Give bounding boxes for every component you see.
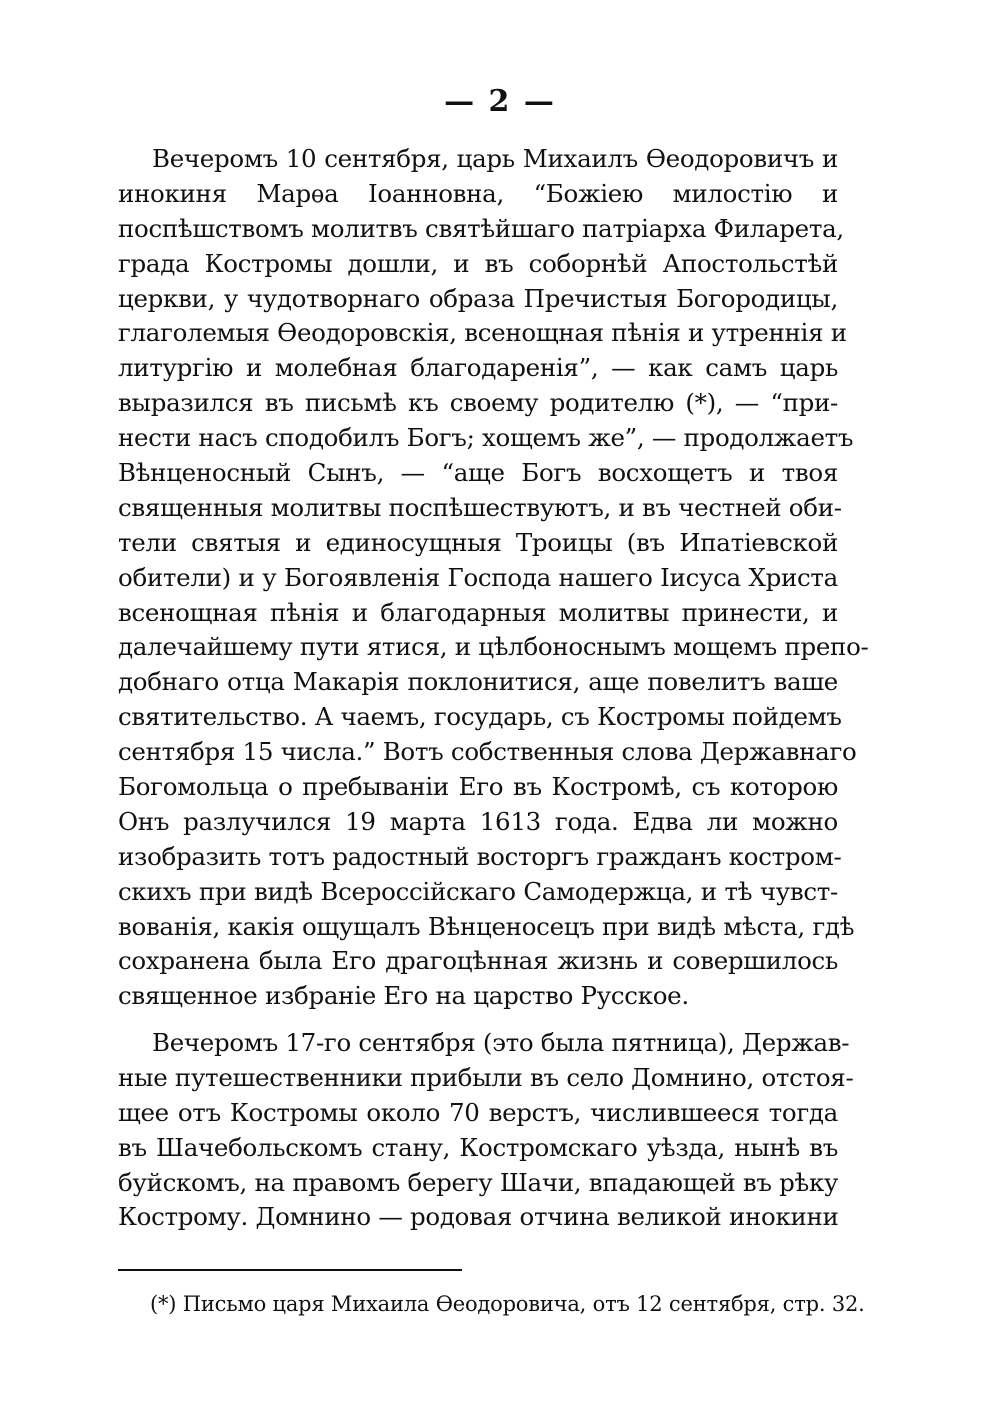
text-line: добнаго отца Макарія поклонитися, аще повелитъ ваше bbox=[118, 667, 838, 697]
text-line: града Костромы дошли, и въ соборнѣй Апостольстѣй bbox=[118, 248, 838, 278]
text-line: Онъ разлучился 19 марта 1613 года. Едва ли можно bbox=[118, 806, 838, 836]
text-line: Богомольца о пребываніи Его въ Костромѣ, съ которою bbox=[118, 772, 838, 802]
text-line: Вѣнценосный Сынъ, — “аще Богъ восхощетъ и твоя bbox=[118, 458, 838, 488]
text-line: священное избраніе Его на царство Русское. bbox=[118, 981, 689, 1011]
text-line: Вечеромъ 17-го сентября (это была пятница), Держав- bbox=[152, 1028, 850, 1057]
text-line: инокиня Марѳа Іоанновна, “Божіею милостію и bbox=[118, 178, 838, 208]
text-line: обители) и у Богоявленія Господа нашего Іисуса Христа bbox=[118, 562, 838, 592]
text-line: скихъ при видѣ Всероссійскаго Самодержца, и тѣ чувст- bbox=[118, 876, 838, 906]
text-line: тели святыя и единосущныя Троицы (въ Ипатіевской bbox=[118, 527, 838, 557]
text-line: Кострому. Домнино — родовая отчина великой инокини bbox=[118, 1202, 839, 1232]
text-line: священныя молитвы поспѣшествуютъ, и въ честней оби- bbox=[118, 492, 842, 522]
text-line: нести насъ сподобилъ Богъ; хощемъ же”, — продолжаетъ bbox=[118, 423, 854, 453]
text-line: буйскомъ, на правомъ берегу Шачи, впадающей въ рѣку bbox=[118, 1167, 839, 1197]
text-line: литургію и молебная благодаренія”, — как самъ царь bbox=[118, 353, 838, 383]
text-line: сохранена была Его драгоцѣнная жизнь и совершилось bbox=[118, 946, 838, 976]
text-line: святительство. А чаемъ, государь, съ Костромы пойдемъ bbox=[118, 702, 842, 732]
footnote: (*) Письмо царя Михаила Ѳеодоровича, отъ 12 сентября, стр. 32. bbox=[150, 1292, 865, 1316]
text-line: выразился въ письмѣ къ своему родителю (*), — “при- bbox=[118, 388, 838, 418]
paragraph-1 bbox=[118, 142, 869, 1014]
text-line: ные путешественники прибыли въ село Домнино, отстоя- bbox=[118, 1062, 854, 1092]
text-line: вованія, какія ощущалъ Вѣнценосецъ при видѣ мѣста, гдѣ bbox=[118, 911, 855, 941]
text-line: церкви, у чудотворнаго образа Пречистыя Богородицы, bbox=[118, 283, 838, 313]
text-line: щее отъ Костромы около 70 верстъ, числившееся тогда bbox=[118, 1097, 838, 1127]
text-line: далечайшему пути ятися, и цѣлбоноснымъ мощемъ препо- bbox=[118, 632, 869, 662]
text-line: изобразить тотъ радостный восторгъ гражданъ костром- bbox=[118, 841, 842, 871]
text-line: въ Шачебольскомъ стану, Костромскаго уѣзда, нынѣ въ bbox=[118, 1132, 838, 1162]
footnote-divider bbox=[118, 1269, 462, 1271]
text-line: Вечеромъ 10 сентября, царь Михаилъ Ѳеодоровичъ и bbox=[152, 144, 838, 173]
text-line: поспѣшствомъ молитвъ святѣйшаго патріарха Филарета, bbox=[118, 213, 844, 243]
text-line: всенощная пѣнія и благодарныя молитвы принести, и bbox=[118, 597, 838, 627]
text-line: сентября 15 числа.” Вотъ собственныя слова Державнаго bbox=[118, 737, 857, 767]
paragraph-2 bbox=[118, 1026, 854, 1235]
text-line: глаголемыя Ѳеодоровскія, всенощная пѣнія и утреннія и bbox=[118, 318, 847, 348]
page-number: — 2 — bbox=[444, 84, 556, 119]
